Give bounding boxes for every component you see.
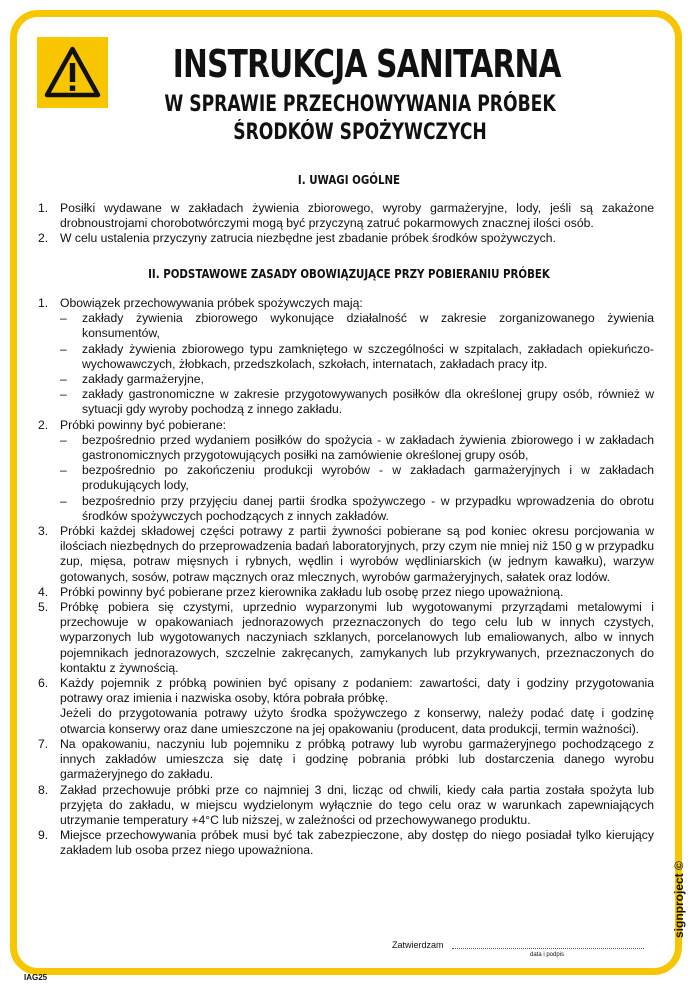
list-item: 8. Zakład przechowuje próbki prze co najmniej 3 dni, licząc od chwili, kiedy cała partia została spożyta lub przyjęta do zakładu, w miejscu wydzielonym wyłącznie do tego celu oraz w warunkach zapewniających utrzymanie temperatury +4°C lub niższej, w zależności od przechowywanego produktu.	[38, 782, 654, 827]
brand-mark: signproject ©	[672, 861, 686, 938]
list-item: 2. Próbki powinny być pobierane:	[38, 417, 226, 432]
warning-badge	[37, 37, 108, 108]
sub-list-item: – bezpośrednio przy przyjęciu danej partii środka spożywczego - w przypadku wprowadzenia do obrotu środków spożywczych pochodzących z innych zakładów.	[60, 493, 654, 523]
sub-list-item: – zakłady garmażeryjne,	[60, 372, 204, 387]
section-heading-rules: II. PODSTAWOWE ZASADY OBOWIĄZUJĄCE PRZY POBIERANIU PRÓBEK	[148, 266, 550, 281]
sub-list-item: – zakłady żywienia zbiorowego wykonujące działalność w zakresie zorganizowanego żywienia konsumentów,	[60, 311, 654, 341]
page-subtitle-1: W SPRAWIE PRZECHOWYWANIA PRÓBEK	[164, 92, 556, 117]
section-general-body	[38, 201, 654, 247]
list-item: 4. Próbki powinny być pobierane przez kierownika zakładu lub osobę przez niego upoważnioną.	[38, 584, 564, 599]
section-heading-general: I. UWAGI OGÓLNE	[297, 172, 401, 187]
sub-list-item: – zakłady żywienia zbiorowego typu zamkniętego w szczególności w szpitalach, zakładach opiekuńczo-wychowawczych, żłobkach, przedszkolach, szkołach, internatach, zakładach pracy itp.	[60, 341, 654, 371]
list-item: 9. Miejsce przechowywania próbek musi być tak zabezpieczone, aby dostęp do niego posiadał tylko kierujący zakładem lub osoba przez niego upoważniona.	[38, 828, 654, 858]
list-item: 2. W celu ustalenia przyczyny zatrucia niezbędne jest zbadanie próbek środków spożywczych.	[38, 231, 556, 246]
list-item: 1. Obowiązek przechowywania próbek spożywczych mają:	[38, 296, 363, 310]
section-rules-body	[38, 296, 654, 859]
sub-list-item: – bezpośrednio po zakończeniu produkcji wyrobów - w zakładach garmażeryjnych i w zakładach produkujących lody,	[60, 463, 654, 493]
list-item: 3. Próbki każdej składowej części potrawy z partii żywności pobierane są pod koniec okresu porcjowania w ilościach niezbędnych do przeprowadzenia badań laboratoryjnych, przy czym nie mniej niż 150 g w przypadku zup, mięsa, potraw mięsnych i rybnych, wędlin i wyrobów wędliniarskich (w jednym kawałku), warzyw gotowanych, sosów, potraw mącznych oraz mlecznych, wyrobów garmażeryjnych, sałatek oraz lodów.	[38, 524, 654, 584]
warning-triangle-icon	[37, 37, 108, 108]
product-code: IAG25	[24, 973, 48, 982]
approve-label: Zatwierdzam	[392, 940, 444, 950]
signature-line	[452, 948, 644, 949]
sub-list-item: – zakłady gastronomiczne w zakresie przygotowywanych posiłków dla określonej grupy osób, również w sytuacji gdy wyroby pochodzą z innego zakładu.	[60, 387, 654, 417]
list-item: 5. Próbkę pobiera się czystymi, uprzednio wyparzonymi lub wygotowanymi przyrządami metalowymi i przechowuje w opakowaniach jednorazowych przeznaczonych do tego celu lub w innych czystych, wyparzonych lub wygotowanych naczyniach szklanych, porcelanowych lub emaliowanych, albo w innych pojemnikach jednorazowych, szczelnie zakręcanych, zamykanych lub przykrywanych, przeznaczonych do kontaktu z żywnością.	[38, 600, 654, 675]
sub-list-item: – bezpośrednio przed wydaniem posiłków do spożycia - w zakładach żywienia zbiorowego i w zakładach gastronomicznych przygotowujących posiłki na zamówienie określonej grupy osób,	[60, 432, 654, 463]
list-item: 7. Na opakowaniu, naczyniu lub pojemniku z próbką potrawy lub wyrobu garmażeryjnego pochodzącego z innych zakładów umieszcza się datę i godzinę pobrania próbki lub dostarczenia danego wyrobu garmażeryjnego do zakładu.	[38, 736, 654, 782]
list-item: 6. Każdy pojemnik z próbką powinien być opisany z podaniem: zawartości, daty i godziny przygotowania potrawy oraz imienia i nazwiska osoby, która pobrała próbkę. Jeżeli do przygotowania potrawy użyto środka spożywczego z konserwy, należy podać datę i godzinę otwarcia konserwy oraz dane umieszczone na jej opakowaniu (producent, data produkcji, termin ważności).	[38, 676, 654, 736]
page-subtitle-2: ŚRODKÓW SPOŻYWCZYCH	[233, 120, 487, 145]
date-sign-label: data i podpis	[530, 952, 565, 958]
page-title: INSTRUKCJA SANITARNA	[172, 42, 561, 86]
list-item-note: Jeżeli do przygotowania potrawy użyto środka spożywczego z konserwy, należy podać datę i godzinę otwarcia konserwy oraz dane umieszczone na jej opakowaniu (producent, data produkcji, termin ważności).	[60, 706, 654, 736]
list-item: 1. Posiłki wydawane w zakładach żywienia zbiorowego, wyroby garmażeryjne, lody, jeśli są zakażone drobnoustrojami chorobotwórczymi mogą być przyczyną zatruć pokarmowych znacznej ilości osób.	[38, 201, 654, 231]
